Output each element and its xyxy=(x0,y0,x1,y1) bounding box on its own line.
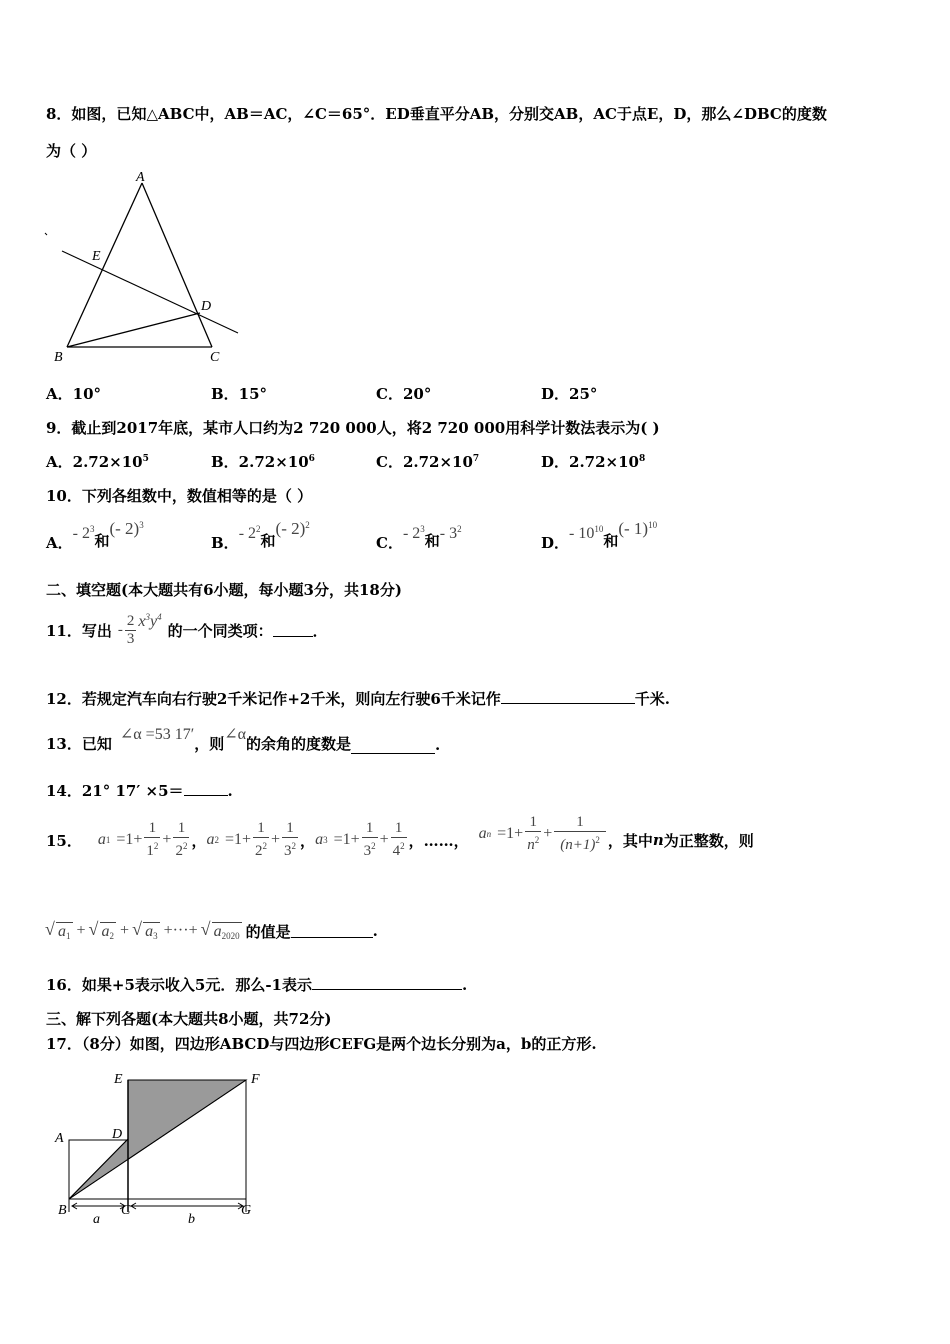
q15-line2: √ $a_1$ + √ $a_2$ + √ $a_3$ +···+ √ $a_{2020}$ 的值是 . xyxy=(46,917,378,945)
segment-ab xyxy=(67,183,142,347)
q10-stem: 10．下列各组数中，数值相等的是（ ） xyxy=(46,487,313,505)
q11-answer-blank[interactable] xyxy=(273,624,313,637)
q8-stem-line2: 为（ ） xyxy=(46,142,97,160)
q8-option-a: A．10° xyxy=(46,385,102,403)
q10-option-c: C．- $2^3$和- $3^2$ xyxy=(376,524,462,552)
q8-option-c: C．20° xyxy=(376,385,432,403)
label-length-b: b xyxy=(188,1212,195,1227)
section2-heading: 二、填空题(本大题共有6小题，每小题3分，共18分) xyxy=(46,581,402,599)
q12: 12．若规定汽车向右行驶2千米记作+2千米，则向左行驶6千米记作 千米. xyxy=(46,690,670,708)
q13: 13．已知 ∠α =53 17′ ，则 ∠α 的余角的度数是 . xyxy=(46,726,441,754)
label-g: G xyxy=(241,1203,252,1218)
q11: 11．写出 - $\frac{2}{3}$ $x^3y^4$ 的一个同类项： ． xyxy=(46,611,328,647)
q8-option-d: D．25° xyxy=(541,385,598,403)
label-b: B xyxy=(58,1203,67,1218)
q9-option-b: B．$2.72\times 10^6$ xyxy=(211,453,315,471)
q8-stem-line1: 8．如图，已知△ABC中，AB＝AC，∠C＝65°．ED垂直平分AB，分别交AB，AC于点E，D，那么∠DBC的度数 xyxy=(46,105,827,123)
label-b: B xyxy=(54,350,63,365)
segment-bd xyxy=(67,313,200,347)
label-e: E xyxy=(114,1072,123,1087)
section3-heading: 三、解下列各题(本大题共8小题，共72分) xyxy=(46,1010,332,1028)
label-d: D xyxy=(201,299,212,314)
q8-option-b: B．15° xyxy=(211,385,268,403)
q15-answer-blank[interactable] xyxy=(291,925,373,938)
q17-stem: 17．（8分）如图，四边形ABCD与四边形CEFG是两个边长分别为a，b的正方形. xyxy=(46,1035,597,1053)
q9-option-d: D．$2.72\times 10^8$ xyxy=(541,453,646,471)
label-e: E xyxy=(92,249,101,264)
label-a: A xyxy=(136,170,145,185)
label-c: C xyxy=(210,350,220,365)
q14: 14．21° 17′ ×5＝ . xyxy=(46,782,233,800)
label-c: C xyxy=(121,1203,131,1218)
q9-stem: 9．截止到2017年底，某市人口约为2 720 000人，将2 720 000用科学计数法表示为( ) xyxy=(46,419,660,437)
q9-option-c: C．$2.72\times 10^7$ xyxy=(376,453,480,471)
q10-option-a: A．- $2^3$和(- 2)$^3$ xyxy=(46,519,144,552)
q14-answer-blank[interactable] xyxy=(184,783,228,796)
q17-squares-figure xyxy=(48,1066,268,1231)
line-ed xyxy=(62,251,238,333)
q12-answer-blank[interactable] xyxy=(501,691,635,704)
label-length-a: a xyxy=(93,1212,100,1227)
q8-triangle-figure xyxy=(40,165,250,370)
q16-answer-blank[interactable] xyxy=(312,977,462,990)
q15-line1: 15． a 1 =1+ $\frac{1}{1^2}$ + $\frac{1}{2^2}$ ， a 2 =1+ $\frac{1}{2^2}$ + $\frac{1}{3^2}$ ， a 3 =1+ $\frac{1}{3^2}$ + $\frac{1}{4^2}$ ，……， a n =1+ $\frac{1}{n^2}$ + $\frac{1}{(n+1)^2}$ ，其中 n 为正整数，则 xyxy=(46,814,754,859)
label-f: F xyxy=(251,1072,260,1087)
label-d: D xyxy=(112,1127,123,1142)
q16: 16．如果+5表示收入5元．那么-1表示 . xyxy=(46,976,468,994)
segment-ac xyxy=(142,183,212,347)
q9-option-a: A．$2.72\times 10^5$ xyxy=(46,453,149,471)
q13-answer-blank[interactable] xyxy=(351,741,435,754)
q10-option-d: D．- $10^{10}$和(- 1)$^{10}$ xyxy=(541,519,658,552)
q10-option-b: B．- $2^2$和(- 2)$^2$ xyxy=(211,519,310,552)
label-a: A xyxy=(55,1131,64,1146)
